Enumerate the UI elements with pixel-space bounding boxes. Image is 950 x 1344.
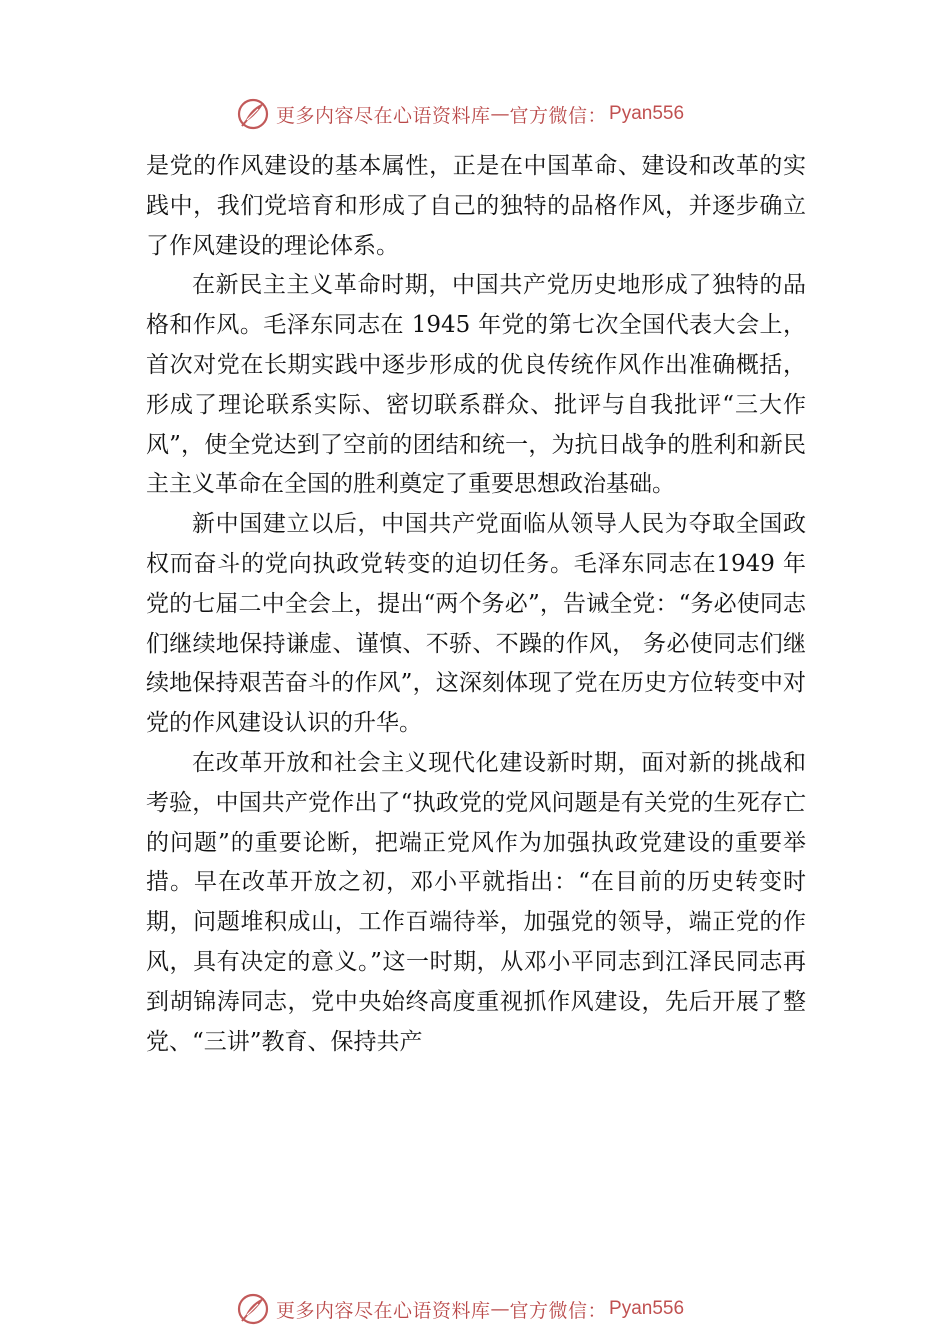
paragraph-3: 新中国建立以后，中国共产党面临从领导人民为夺取全国政权而奋斗的党向执政党转变的迫切任务。毛泽东同志在1949 年党的七届二中全会上，提出“两个务必”，告诫全党：“务必使同志们继续地保持谦虚、谨慎、不骄、不躁的作风， 务必使同志们继续地保持艰苦奋斗的作风”，这深刻体现了党在历史方位转变中对党的作风建设认识的升华。 — [146, 511, 806, 737]
header-wechat-label: 官方微信： — [509, 104, 608, 127]
header-site-text: 更多内容尽在心语资料库 — [276, 104, 491, 127]
footer-separator: — — [490, 1298, 510, 1320]
footer-wechat-label: 官方微信： — [509, 1299, 608, 1322]
footer-banner — [236, 1291, 736, 1327]
header-wechat-id: Pyan556 — [609, 103, 685, 124]
paragraph-4: 在改革开放和社会主义现代化建设新时期，面对新的挑战和考验，中国共产党作出了“执政党的党风问题是有关党的生死存亡的问题”的重要论断，把端正党风作为加强执政党建设的重要举措。早在改革开放之初，邓小平就指出：“在目前的历史转变时期，问题堆积成山，工作百端待举，加强党的领导，端正党的作风，具有决定的意义。”这一时期，从邓小平同志到江泽民同志再到胡锦涛同志，党中央始终高度重视抓作风建设，先后开展了整党、“三讲”教育、保持共产 — [146, 749, 806, 1055]
feather-pen-logo-icon — [236, 1292, 270, 1326]
feather-pen-logo-icon — [236, 97, 270, 131]
paragraph-2: 在新民主主义革命时期，中国共产党历史地形成了独特的品格和作风。毛泽东同志在 1945 年党的第七次全国代表大会上，首次对党在长期实践中逐步形成的优良传统作风作出准确概括，形成了理论联系实际、密切联系群众、批评与自我批评“三大作风”，使全党达到了空前的团结和统一，为抗日战争的胜利和新民主主义革命在全国的胜利奠定了重要思想政治基础。 — [146, 272, 806, 498]
paragraph-1: 是党的作风建设的基本属性，正是在中国革命、建设和改革的实践中，我们党培育和形成了自己的独特的品格作风，并逐步确立了作风建设的理论体系。 — [146, 153, 806, 259]
footer-wechat-id: Pyan556 — [609, 1298, 685, 1319]
document-body — [146, 147, 806, 1062]
header-separator: — — [490, 103, 510, 125]
header-banner — [236, 96, 736, 132]
footer-site-text: 更多内容尽在心语资料库 — [276, 1299, 491, 1322]
